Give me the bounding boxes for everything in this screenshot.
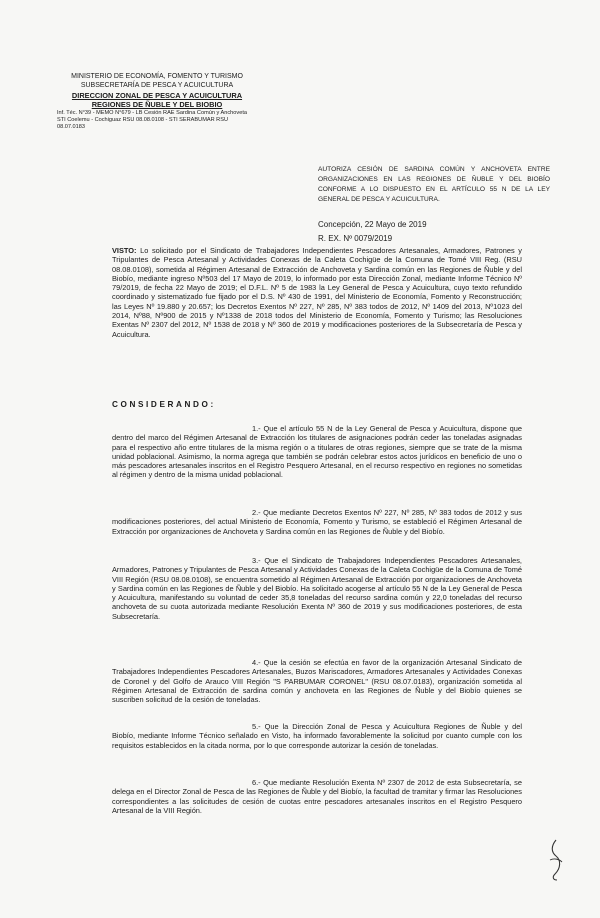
- resolution-subject: AUTORIZA CESIÓN DE SARDINA COMÚN Y ANCHOVETA ENTRE ORGANIZACIONES EN LAS REGIONES DE ÑUBLE Y DEL BIOBÍO CONFORME A LO DISPUESTO EN EL ARTÍCULO 55 N DE LA LEY GENERAL DE PESCA Y ACUICULTURA.: [318, 166, 550, 203]
- considerando-2: 2.- Que mediante Decretos Exentos Nº 227, Nº 285, Nº 383 todos de 2012 y sus modificaciones posteriores, del actual Ministerio de Economía, Fomento y Turismo, se estableció el Régimen Artesanal de Extracción por organizaciones de Anchoveta y Sardina común en las Regiones de Ñuble y del Biobío.: [112, 508, 522, 536]
- reference-line-1: Inf. Téc. N°39 - MEMO N°679 - LB Cesión RAE Sardina Común y Anchoveta: [57, 109, 247, 116]
- visto-text: Lo solicitado por el Sindicato de Trabajadores Independientes Pescadores Artesanales, Armadores, Patrones y Tripulantes de Pesca Artesanal y Actividades Conexas de la Caleta Cochigüe de la Comuna de Tomé VIII Reg. (RSU 08.08.0108), sometida al Régimen Artesanal de Extracción de Anchoveta y Sardina común en las Regiones de Ñuble y del Biobío, mediante ingreso Nº503 del 17 Mayo de 2019, lo informado por esta Dirección Zonal, mediante Informe Técnico Nº 79/2019, de fecha 22 Mayo de 2019; el D.F.L. Nº 5 de 1983 la Ley General de Pesca y Acuicultura, cuyo texto refundido coordinado y sistematizado fue fijado por el D.S. Nº 430 de 1991, del Ministerio de Economía, Fomento y Reconstrucción; las Leyes Nº 19.880 y 20.657; los Decretos Exentos Nº 227, Nº 285, Nº 383 todos de 2012, Nº 1409 del 2013, Nº1023 del 2014, Nº88, Nº900 de 2015 y Nº1338 de 2018 todos del Ministerio de Economía, Fomento y Turismo; las Resoluciones Exentas Nº 2307 del 2012, Nº 1538 de 2018 y Nº 360 de 2019 y modificaciones posteriores de la Subsecretaría de Pesca y Acuicultura.: [112, 246, 522, 339]
- ministry-name: MINISTERIO DE ECONOMÍA, FOMENTO Y TURISMO: [71, 73, 243, 80]
- considerando-heading: CONSIDERANDO:: [112, 400, 216, 409]
- resolution-date: Concepción, 22 Mayo de 2019: [318, 220, 427, 229]
- considerando-4: 4.- Que la cesión se efectúa en favor de la organización Artesanal Sindicato de Trabajadores Independientes Pescadores Artesanales, Buzos Mariscadores, Armadores Artesanales y Actividades Conexas de Coronel y del Golfo de Arauco VIII Región "S PARBUMAR CORONEL" (RSU 08.07.0183), organización sometida al Régimen Artesanal de Extracción de sardina común y anchoveta en las Regiones de Ñuble y del Biobío quienes se suscriben solicitud de la cesión de toneladas.: [112, 658, 522, 705]
- regions-name: REGIONES DE ÑUBLE Y DEL BIOBIO: [91, 100, 223, 110]
- letterhead: [57, 72, 257, 132]
- initials-mark: [547, 838, 565, 882]
- considerando-3: 3.- Que el Sindicato de Trabajadores Independientes Pescadores Artesanales, Armadores, Patrones y Tripulantes de Pesca Artesanal y Actividades Conexas de la Caleta Cochigüe de la Comuna de Tomé VIII Región (RSU 08.08.0108), se encuentra sometido al Régimen Artesanal de Extracción por organizaciones de Anchoveta y Sardina común en las Regiones de Ñuble y del Biobío. Ha solicitado acogerse al artículo 55 N de la Ley General de Pesca y Acuicultura, manifestando su voluntad de ceder 35,8 toneladas del recurso sardina común y 22,0 toneladas del recurso anchoveta de su cuota autorizada mediante Resolución Exenta Nº 360 de 2019 y sus modificaciones posteriores, de esta Subsecretaría.: [112, 556, 522, 621]
- considerando-6: 6.- Que mediante Resolución Exenta Nº 2307 de 2012 de esta Subsecretaría, se delega en el Director Zonal de Pesca de las Regiones de Ñuble y del Biobío, la facultad de tramitar y firmar las Resoluciones correspondientes a las solicitudes de cesión de cuotas entre pescadores artesanales inscritos en el Registro Pesquero Artesanal de la VIII Región.: [112, 778, 522, 815]
- considerando-1: 1.- Que el artículo 55 N de la Ley General de Pesca y Acuicultura, dispone que dentro del marco del Régimen Artesanal de Extracción los titulares de asignaciones podrán ceder las toneladas asignadas para el respectivo año entre titulares de la misma región o a titulares de otras regiones, siempre que se trate de la misma unidad poblacional. Asimismo, la norma agrega que también se podrán celebrar estos actos jurídicos en beneficio de uno o más pescadores artesanales inscritos en el Registro Pesquero Artesanal, en el recurso respectivo en regiones no sometidas al régimen y dentro de la misma unidad poblacional.: [112, 424, 522, 480]
- visto-section: [112, 246, 522, 339]
- visto-label: VISTO:: [112, 246, 137, 255]
- resolution-number: R. EX. Nº 0079/2019: [318, 234, 393, 243]
- subsecretariat-name: SUBSECRETARÍA DE PESCA Y ACUICULTURA: [80, 82, 234, 90]
- considerando-5: 5.- Que la Dirección Zonal de Pesca y Acuicultura Regiones de Ñuble y del Biobío, mediante Informe Técnico señalado en Visto, ha informado favorablemente la solicitud por cuanto cumple con los requisitos establecidos en la citada norma, por lo que corresponde autorizar la cesión de toneladas.: [112, 722, 522, 750]
- zonal-direction-name: DIRECCION ZONAL DE PESCA Y ACUICULTURA: [71, 90, 243, 100]
- reference-line-2: STI Coelemu - Cochiguaz RSU 08.08.0108 - STI SERABUMAR RSU 08.07.0183: [57, 117, 228, 131]
